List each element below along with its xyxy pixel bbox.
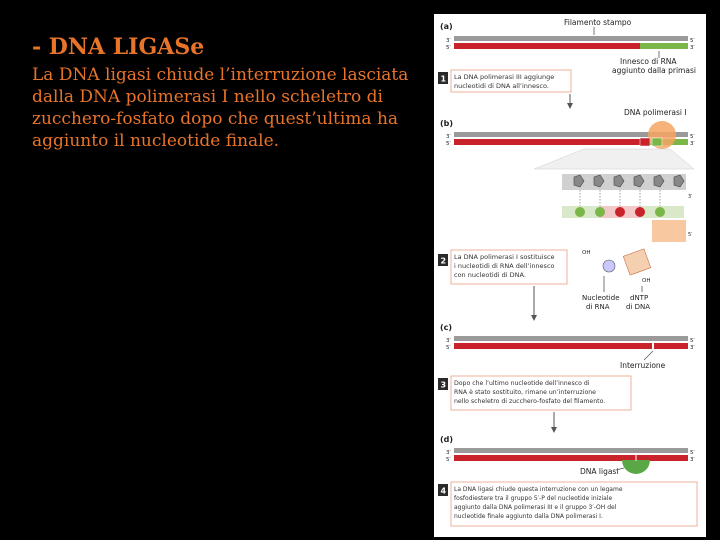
step-4-line-4: nucleotide finale aggiunto dalla DNA polimerasi I. (454, 513, 603, 520)
incoming-dntp (623, 249, 651, 275)
dntp-label-2: di DNA (626, 303, 651, 311)
panel-c-left-end-top: 3′ (446, 338, 451, 344)
dna-ligase-enzyme (622, 460, 650, 474)
step-4-line-1: La DNA ligasi chiude questa interruzione con un legame (454, 486, 623, 493)
panel-d-right-end-bottom: 3′ (690, 457, 695, 463)
nucleotide (575, 207, 585, 217)
dna-polymerase-i-label: DNA polimerasi I (624, 108, 687, 117)
step-4-line-3: aggiunto dalla DNA polimerasi III e il gruppo 3′-OH del (454, 504, 617, 511)
oh-label-2: OH (642, 278, 651, 284)
gap-label-leader (644, 351, 653, 360)
panel-b-new-strand (454, 139, 648, 145)
step-4-number: 4 (440, 486, 447, 496)
nucleotide (635, 207, 645, 217)
dna-ligase-label: DNA ligasi (580, 467, 619, 476)
gap-label: Interruzione (620, 361, 666, 370)
released-rna-nucleotide (603, 260, 615, 272)
panel-a-right-end-bottom: 3′ (690, 45, 695, 51)
panel-b-right-end-top: 5′ (690, 134, 695, 140)
nucleotide (615, 207, 625, 217)
panel-a-left-end-bottom: 5′ (446, 45, 451, 51)
panel-b-site-2 (652, 138, 662, 146)
panel-c-right-end-top: 5′ (690, 338, 695, 344)
panel-c-right-end-bottom: 3′ (690, 345, 695, 351)
panel-b-left-end-top: 3′ (446, 134, 451, 140)
step-2-line-1: La DNA polimerasi I sostituisce (454, 253, 555, 261)
panel-c-template-strand (454, 336, 688, 341)
panel-c-letter: (c) (440, 323, 453, 332)
panel-a-letter: (a) (440, 22, 453, 31)
panel-b-site-1 (640, 138, 650, 146)
slide-title: - DNA LIGASe (32, 34, 205, 60)
panel-c-left-end-bottom: 5′ (446, 345, 451, 351)
step-3-line-3: nello scheletro di zucchero-fosfato del filamento. (454, 398, 606, 405)
step-2-line-3: con nucleotidi di DNA. (454, 271, 526, 279)
detail-end-bottom: 5′ (688, 232, 693, 238)
nucleotide (595, 207, 605, 217)
primer-label-line-2: aggiunto dalla primasi (612, 66, 696, 75)
polymerase-active-site (652, 220, 686, 242)
panel-d-right-end-top: 5′ (690, 450, 695, 456)
panel-b-right-end-bottom: 3′ (690, 141, 695, 147)
panel-c-new-strand-right (654, 343, 688, 349)
step-2-number: 2 (440, 256, 447, 266)
panel-a-new-strand (454, 43, 640, 49)
panel-d-left-end-top: 3′ (446, 450, 451, 456)
panel-a-left-end-top: 3′ (446, 38, 451, 44)
step-3-line-1: Dopo che l’ultimo nucleotide dell’innesco di (454, 380, 590, 387)
step-3-line-2: RNA è stato sostituito, rimane un’interruzione (454, 389, 596, 396)
zoom-cone (534, 149, 694, 169)
detail-end-top: 3′ (688, 194, 693, 200)
panel-a-template-strand (454, 36, 688, 41)
rna-nucleotide-label-2: di RNA (586, 303, 610, 311)
step-2-line-2: i nucleotidi di RNA dell’innesco (454, 262, 555, 270)
panel-b-letter: (b) (440, 119, 454, 128)
panel-b-left-end-bottom: 5′ (446, 141, 451, 147)
slide-body-text: La DNA ligasi chiude l’interruzione lasciata dalla DNA polimerasi I nello scheletro di zucchero-fosfato dopo che quest’ultima ha aggiunto il nucleotide finale. (32, 65, 409, 151)
molecular-detail (562, 174, 693, 242)
panel-d-left-end-bottom: 5′ (446, 457, 451, 463)
dntp-label-1: dNTP (630, 294, 649, 302)
step-1-line-2: nucleotidi di DNA all’innesco. (454, 82, 549, 90)
template-strand-label: Filamento stampo (564, 18, 632, 27)
figure-svg (434, 14, 706, 537)
panel-d-letter: (d) (440, 435, 454, 444)
step-1-number: 1 (440, 74, 447, 84)
panel-c-new-strand-left (454, 343, 652, 349)
primer-label-line-1: Innesco di RNA (620, 57, 677, 66)
step-1-line-1: La DNA polimerasi III aggiunge (454, 73, 555, 81)
oh-label-1: OH (582, 250, 591, 256)
panel-d-template-strand (454, 448, 688, 453)
panel-d-sealed-strand (454, 455, 688, 461)
rna-nucleotide-label-1: Nucleotide (582, 294, 620, 302)
dna-ligase-figure (434, 14, 706, 537)
nucleotide (655, 207, 665, 217)
panel-a-right-end-top: 5′ (690, 38, 695, 44)
panel-a-rna-primer (640, 43, 688, 49)
step-4-line-2: fosfodiestere tra il gruppo 5′-P del nucleotide iniziale (454, 495, 613, 502)
step-3-number: 3 (440, 380, 447, 390)
